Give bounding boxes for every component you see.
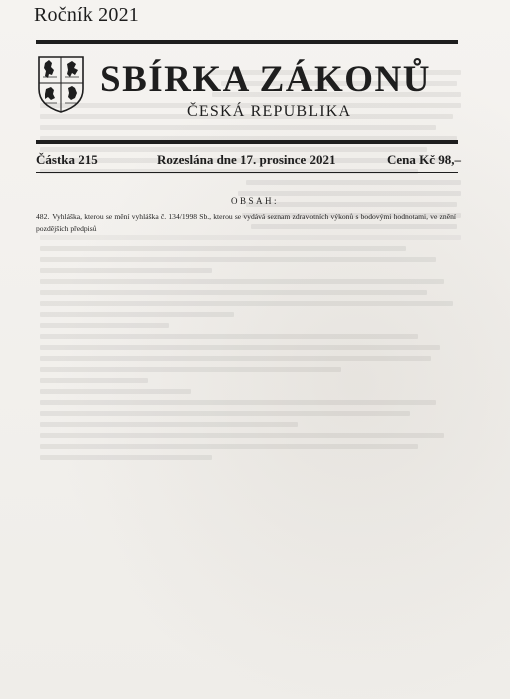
contents-heading: OBSAH: <box>230 196 279 206</box>
issue-number: Částka 215 <box>36 152 98 167</box>
contents-item-number: 482. <box>36 212 50 221</box>
czech-coat-of-arms-icon <box>37 55 85 113</box>
issue-date: Rozeslána dne 17. prosince 2021 <box>157 152 336 167</box>
contents-item-text: Vyhláška, kterou se mění vyhláška č. 134/1998 Sb., kterou se vydává seznam zdravotních výkonů s bodovými hodnotami, ve znění pozdějších předpisů <box>36 212 456 233</box>
volume-year: Ročník 2021 <box>34 4 139 26</box>
issue-price: Cena Kč 98,– <box>387 152 462 167</box>
top-rule <box>36 40 458 44</box>
contents-item <box>36 211 456 235</box>
masthead-bottom-rule <box>36 140 458 144</box>
meta-bottom-rule <box>36 172 458 173</box>
gazette-subtitle: ČESKÁ REPUBLIKA <box>187 103 352 120</box>
gazette-title: SBÍRKA ZÁKONŮ <box>100 59 431 100</box>
